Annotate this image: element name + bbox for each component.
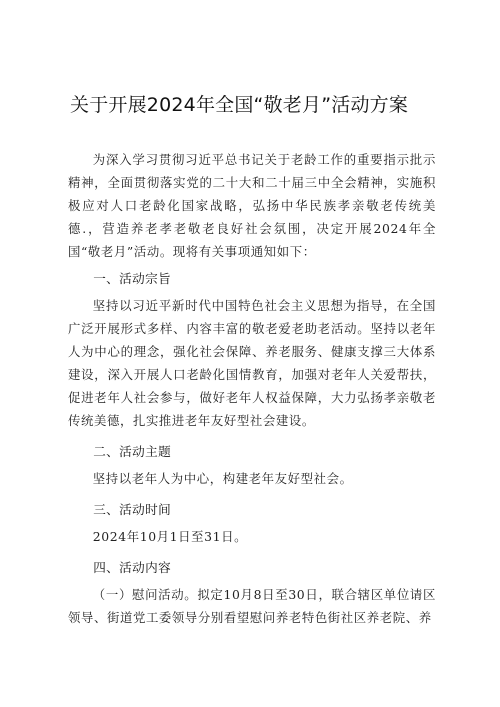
document-title: 关于开展2024年全国“敬老月”活动方案 bbox=[70, 94, 409, 116]
section-heading-content: 四、活动内容 bbox=[93, 560, 172, 575]
section-text-time: 2024年10月1日至31日。 bbox=[92, 529, 248, 544]
intro-paragraph: 为深入学习贯彻习近平总书记关于老龄工作的重要指示批示精神，全面贯彻落实党的二十大和二十届三中全会精神，实施积极应对人口老龄化国家战略，弘扬中华民族孝亲敬老传统美德.，营造养老孝老敬老良好社会氛围，决定开展2024年全国“敬老月”活动。现将有关事项通知如下： bbox=[68, 152, 436, 259]
section-text-purpose: 坚持以习近平新时代中国特色社会主义思想为指导，在全国广泛开展形式多样、内容丰富的敬老爱老助老活动。坚持以老年人为中心的理念，强化社会保障、养老服务、健康支撑三大体系建设，深入开展人口老龄化国情教育，加强对老年人关爱帮扶，促进老年人社会参与，做好老年人权益保障，大力弘扬孝亲敬老传统美德，扎实推进老年友好型社会建设。 bbox=[68, 298, 436, 428]
document-body bbox=[68, 148, 436, 629]
section-heading-theme: 二、活动主题 bbox=[93, 444, 172, 459]
section-heading-time: 三、活动时间 bbox=[93, 502, 172, 517]
section-text-content: （一）慰问活动。拟定10月8日至30日，联合辖区单位请区领导、街道党工委领导分别看望慰问养老特色街社区养老院、养 bbox=[68, 587, 436, 625]
section-heading-purpose: 一、活动宗旨 bbox=[93, 271, 172, 286]
section-text-theme: 坚持以老年人为中心，构建老年友好型社会。 bbox=[92, 471, 353, 486]
